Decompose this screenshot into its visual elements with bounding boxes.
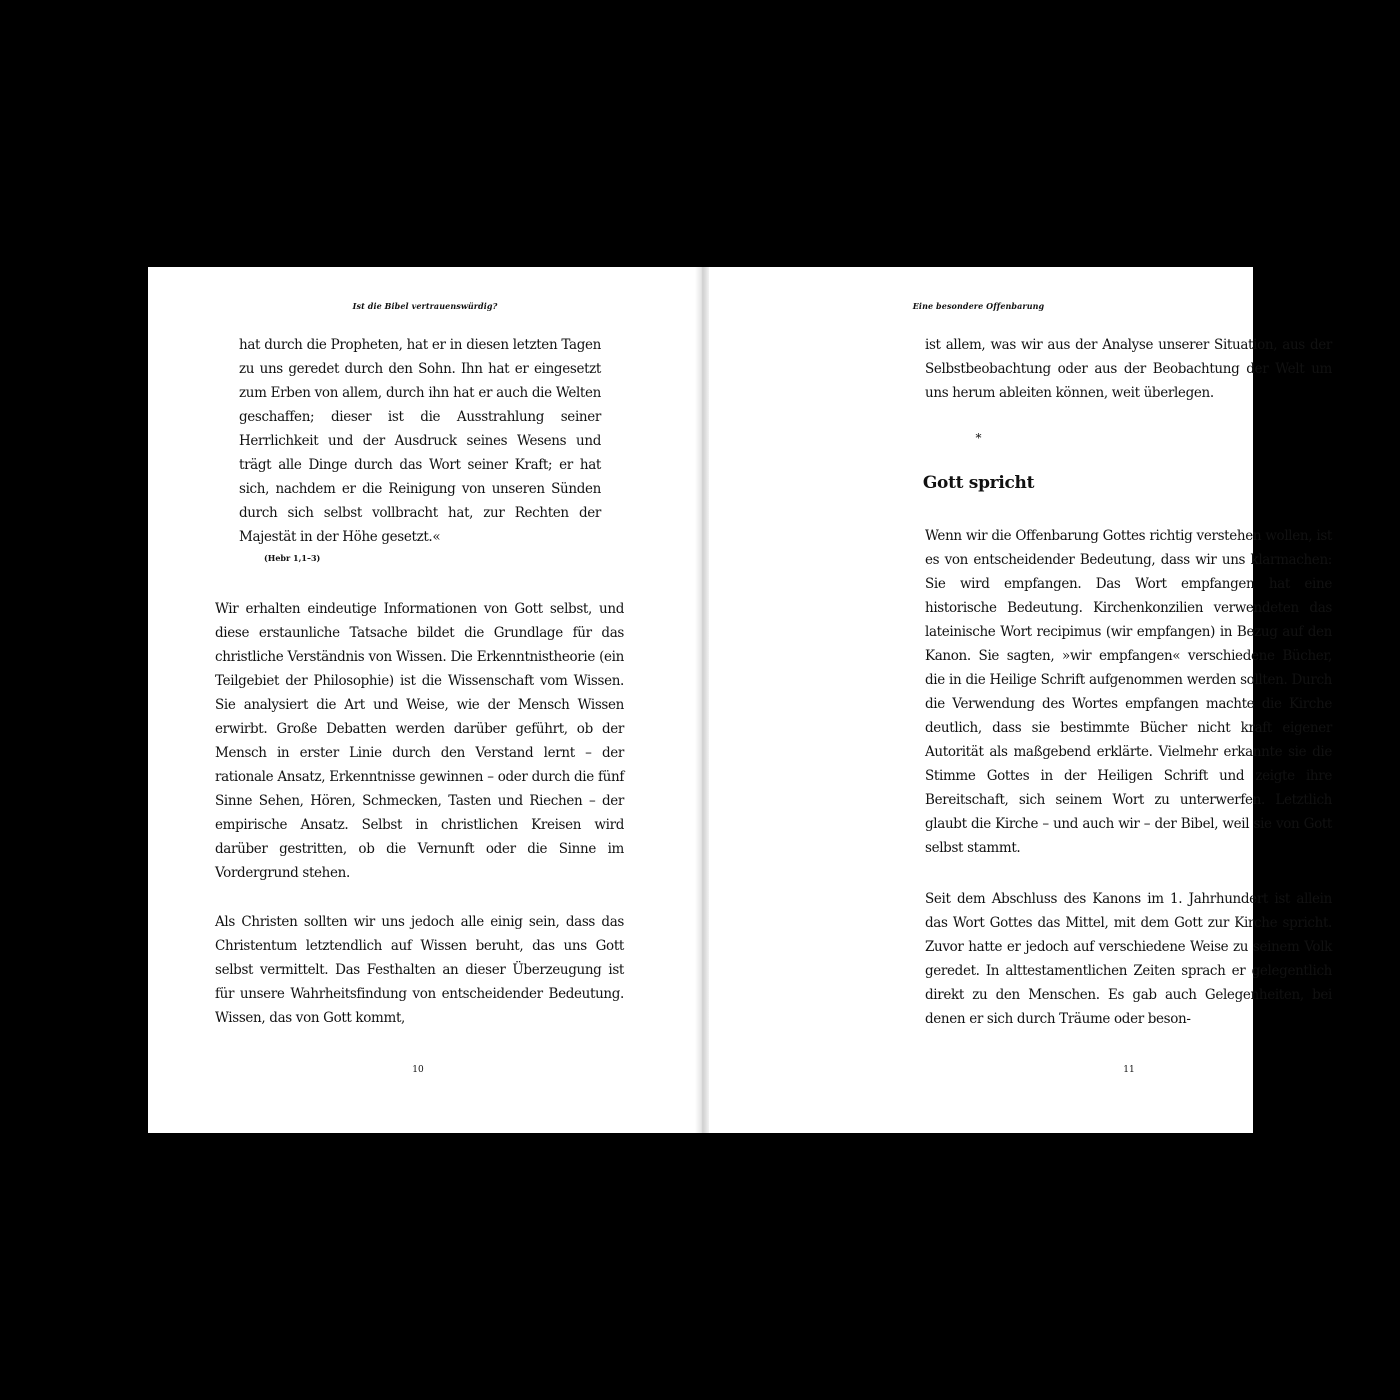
quote-text: hat durch die Propheten, hat er in diesen letzten Tagen zu uns geredet durch den Sohn. Ihn hat er eingesetzt zum Erben von allem, durch ihn hat er auch die Welten geschaffen; dieser ist die Ausstrahlung seiner Herrlichkeit und der Ausdruck seines Wesens und trägt alle Dinge durch das Wort seiner Kraft; er hat sich, nachdem er die Reinigung von unseren Sünden durch sich selbst vollbracht hat, zur Rechten der Majestät in der Höhe gesetzt.«	[239, 337, 601, 545]
paragraph-text: ist allem, was wir aus der Analyse unserer Situation, aus der Selbstbeobachtung oder aus der Beobachtung der Welt um uns herum ableiten können, weit überlegen.	[925, 337, 1332, 401]
section-separator: *	[975, 431, 982, 445]
running-head: Eine besondere Offenbarung	[912, 301, 1045, 311]
paragraph	[925, 887, 1332, 1031]
page-number: 10	[412, 1065, 424, 1075]
section-heading: Gott spricht	[922, 473, 1035, 493]
paragraph-text: Als Christen sollten wir uns jedoch alle einig sein, dass das Christentum letztendlich auf Wissen beruht, das uns Gott selbst vermittelt. Das Festhalten an dieser Überzeugung ist für unsere Wahrheitsfindung von entscheidender Bedeutung. Wissen, das von Gott kommt,	[215, 914, 624, 1026]
paragraph-text: Seit dem Abschluss des Kanons im 1. Jahrhundert ist allein das Wort Gottes das Mittel, mit dem Gott zur Kirche spricht. Zuvor hatte er jedoch auf verschiedene Weise zu seinem Volk geredet. In alttestamentlichen Zeiten sprach er gelegentlich direkt zu den Menschen. Es gab auch Gelegenheiten, bei denen er sich durch Träume oder beson-	[925, 891, 1332, 1027]
paragraph-text: Wir erhalten eindeutige Informationen von Gott selbst, und diese erstaunliche Tatsache bildet die Grundlage für das christliche Verständnis von Wissen. Die Erkenntnistheorie (ein Teilgebiet der Philosophie) ist die Wissenschaft vom Wissen. Sie analysiert die Art und Weise, wie der Mensch Wissen erwirbt. Große Debatten werden darüber geführt, ob der Mensch in erster Linie durch den Verstand lernt – der rationale Ansatz, Erkenntnisse gewinnen – oder durch die fünf Sinne Sehen, Hören, Schmecken, Tasten und Riechen – der empirische Ansatz. Selbst in christlichen Kreisen wird darüber gestritten, ob die Vernunft oder die Sinne im Vordergrund stehen.	[215, 601, 624, 881]
block-quote	[239, 333, 601, 549]
paragraph	[215, 910, 624, 1030]
book-spread	[148, 267, 1332, 1133]
paragraph	[925, 333, 1332, 405]
right-page	[704, 267, 1332, 1133]
paragraph	[215, 597, 624, 885]
paragraph	[925, 524, 1332, 860]
left-page	[148, 267, 702, 1133]
running-head: Ist die Bibel vertrauenswürdig?	[352, 301, 498, 311]
paragraph-text: Wenn wir die Offenbarung Gottes richtig verstehen wollen, ist es von entscheidender Bedeutung, dass wir uns klarmachen: Sie wird empfangen. Das Wort empfangen hat eine historische Bedeutung. Kirchenkonzilien verwendeten das lateinische Wort recipimus (wir empfangen) in Bezug auf den Kanon. Sie sagten, »wir empfangen« verschiedene Bücher, die in die Heilige Schrift aufgenommen werden sollten. Durch die Verwendung des Wortes empfangen machte die Kirche deutlich, dass sie bestimmte Bücher nicht kraft eigener Autorität als maßgebend erklärte. Vielmehr erkannte sie die Stimme Gottes in der Heiligen Schrift und zeigte ihre Bereitschaft, sich seinem Wort zu unterwerfen. Letztlich glaubt die Kirche – und auch wir – der Bibel, weil sie von Gott selbst stammt.	[925, 528, 1332, 856]
quote-source: (Hebr 1,1–3)	[264, 553, 321, 563]
page-number: 11	[1123, 1065, 1135, 1075]
